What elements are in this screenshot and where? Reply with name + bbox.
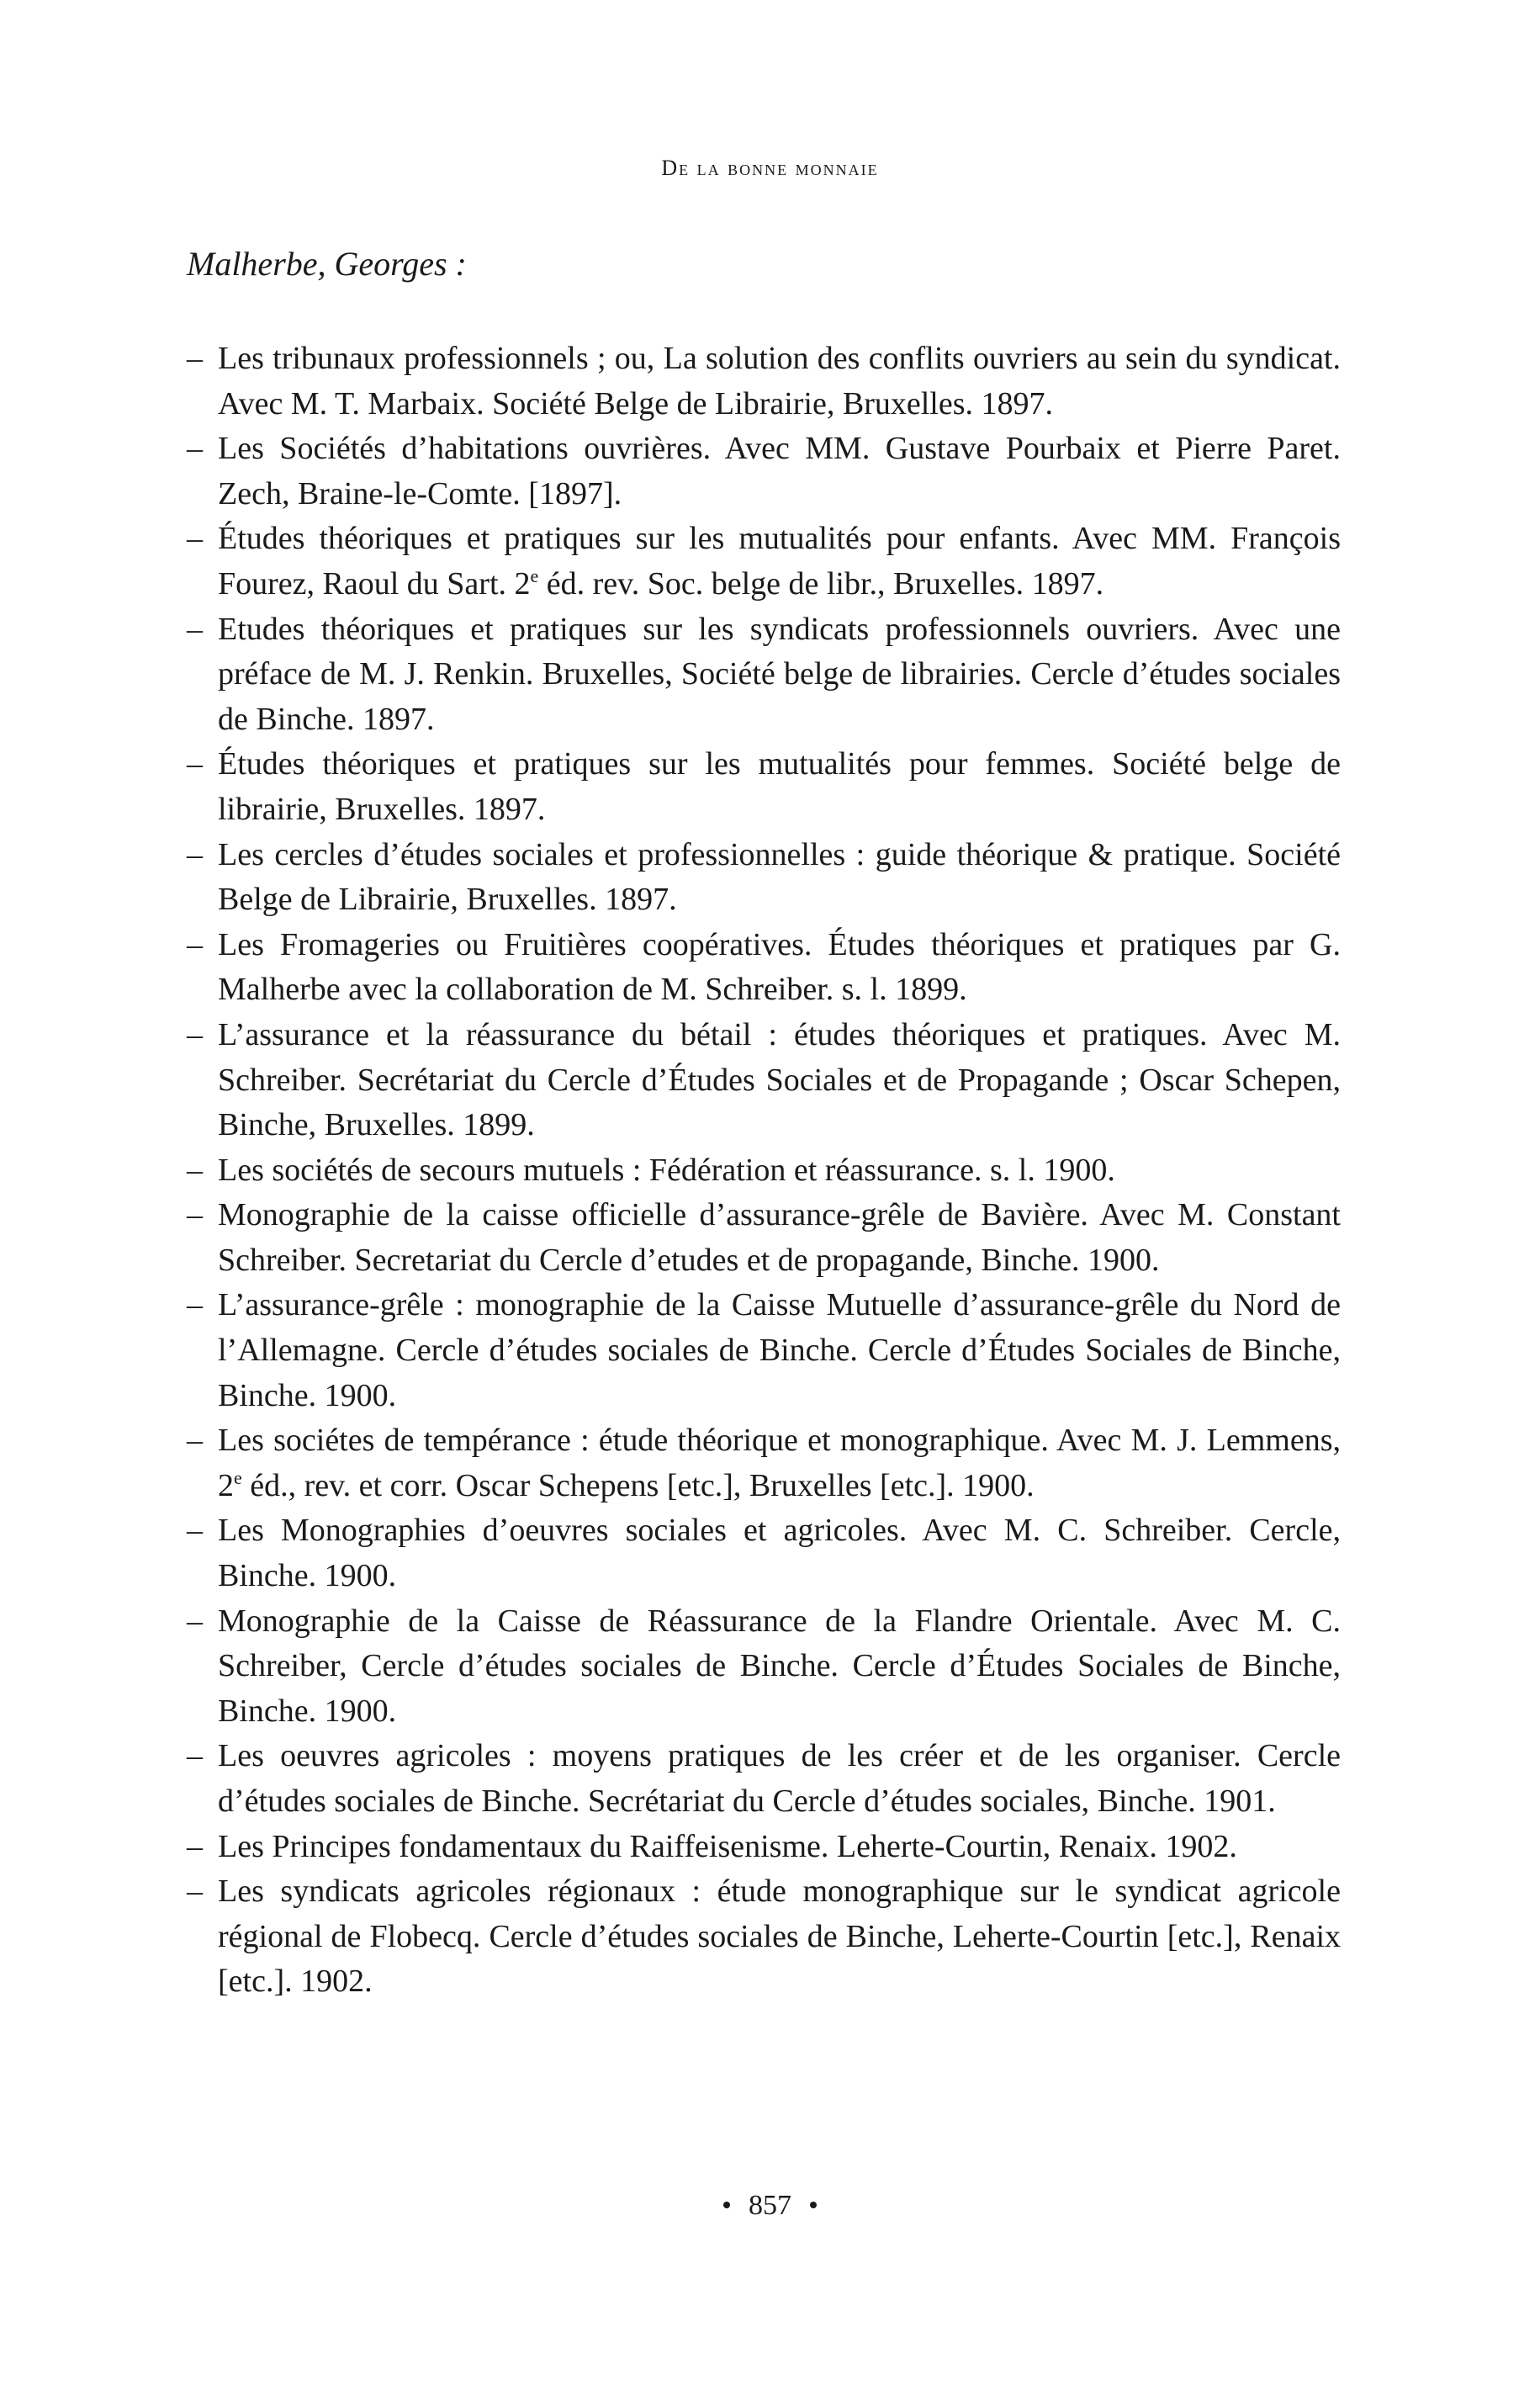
- bullet-dot-icon: [810, 2202, 817, 2208]
- entry-text: Les tribunaux professionnels ; ou, La solution des conflits ouvriers au sein du syndicat. Avec M. T. Marbaix. Société Belge de Librairie, Bruxelles. 1897.: [218, 341, 1341, 421]
- bibliography-entry: [187, 337, 1341, 427]
- bibliography-entry: [187, 1825, 1341, 1870]
- ordinal-superscript: e: [234, 1466, 242, 1488]
- bibliography-entry: [187, 1148, 1341, 1194]
- entry-text: Les Fromageries ou Fruitières coopératives. Études théoriques et pratiques par G. Malherbe avec la collaboration de M. Schreiber. s. l. 1899.: [218, 926, 1341, 1008]
- entry-text: Les cercles d’études sociales et professionnelles : guide théorique & pratique. Société Belge de Librairie, Bruxelles. 1897.: [218, 836, 1341, 918]
- entry-text: Les oeuvres agricoles : moyens pratiques de les créer et de les organiser. Cercle d’études sociales de Binche. Secrétariat du Cercle d’études sociales, Binche. 1901.: [218, 1738, 1341, 1819]
- bibliography-entry: [187, 1193, 1341, 1283]
- bibliography-entry: [187, 427, 1341, 517]
- bibliography-entry: [187, 517, 1341, 607]
- page-number: 857: [749, 2190, 791, 2221]
- bullet-dot-icon: [723, 2202, 730, 2208]
- entry-text: Les Sociétés d’habitations ouvrières. Avec MM. Gustave Pourbaix et Pierre Paret. Zech, Braine-le-Comte. [1897].: [218, 431, 1341, 511]
- entry-text: Études théoriques et pratiques sur les mutualités pour femmes. Société belge de librairie, Bruxelles. 1897.: [218, 746, 1341, 827]
- bibliography-entry: [187, 1283, 1341, 1418]
- bibliography-entry: [187, 1734, 1341, 1824]
- running-head: De la bonne monnaie: [661, 156, 879, 180]
- entry-text-continued: éd. rev. Soc. belge de libr., Bruxelles. 1897.: [538, 565, 1104, 602]
- entry-text: Monographie de la Caisse de Réassurance de la Flandre Orientale. Avec M. C. Schreiber, Cercle d’études sociales de Binche. Cercle d’Études Sociales de Binche, Binche. 1900.: [218, 1603, 1341, 1729]
- ordinal-superscript: e: [530, 564, 539, 586]
- entry-text: Études théoriques et pratiques sur les mutualités pour enfants. Avec MM. François Fourez, Raoul du Sart. 2: [218, 521, 1341, 602]
- entry-text: Les sociétés de secours mutuels : Fédération et réassurance. s. l. 1900.: [218, 1152, 1115, 1188]
- bibliography-entry: [187, 607, 1341, 743]
- entry-text: Etudes théoriques et pratiques sur les syndicats professionnels ouvriers. Avec une préface de M. J. Renkin. Bruxelles, Société belge de librairies. Cercle d’études sociales de Binche. 1897.: [218, 611, 1341, 737]
- bibliography-entry: [187, 1418, 1341, 1508]
- entry-text: Les sociétes de tempérance : étude théorique et monographique. Avec M. J. Lemmens, 2: [218, 1423, 1341, 1503]
- bibliography-entry: [187, 742, 1341, 832]
- bibliography-entry: [187, 923, 1341, 1013]
- bibliography-entry: [187, 1599, 1341, 1735]
- bibliography-entry: [187, 833, 1341, 923]
- entry-text-continued: éd., rev. et corr. Oscar Schepens [etc.], Bruxelles [etc.]. 1900.: [241, 1467, 1035, 1503]
- entry-text: Les Principes fondamentaux du Raiffeisenisme. Leherte-Courtin, Renaix. 1902.: [218, 1828, 1237, 1864]
- bibliography-entry: [187, 1869, 1341, 2005]
- entry-text: L’assurance-grêle : monographie de la Caisse Mutuelle d’assurance-grêle du Nord de l’Allemagne. Cercle d’études sociales de Binche. Cercle d’Études Sociales de Binche, Binche. 1900.: [218, 1287, 1341, 1413]
- entry-text: Les Monographies d’oeuvres sociales et agricoles. Avec M. C. Schreiber. Cercle, Binche. 1900.: [218, 1513, 1341, 1594]
- page-folio: [0, 2190, 1540, 2222]
- entry-text: Monographie de la caisse officielle d’assurance-grêle de Bavière. Avec M. Constant Schreiber. Secretariat du Cercle d’etudes et de propagande, Binche. 1900.: [218, 1197, 1341, 1278]
- author-heading: Malherbe, Georges :: [187, 245, 467, 283]
- bibliography-entry: [187, 1013, 1341, 1148]
- bibliography-list: [187, 337, 1341, 2005]
- entry-text: L’assurance et la réassurance du bétail : études théoriques et pratiques. Avec M. Schreiber. Secrétariat du Cercle d’Études Sociales et de Propagande ; Oscar Schepen, Binche, Bruxelles. 1899.: [218, 1016, 1341, 1143]
- bibliography-entry: [187, 1508, 1341, 1598]
- entry-text: Les syndicats agricoles régionaux : étude monographique sur le syndicat agricole régional de Flobecq. Cercle d’études sociales de Binche, Leherte-Courtin [etc.], Renaix [etc.]. 1902.: [218, 1874, 1341, 2000]
